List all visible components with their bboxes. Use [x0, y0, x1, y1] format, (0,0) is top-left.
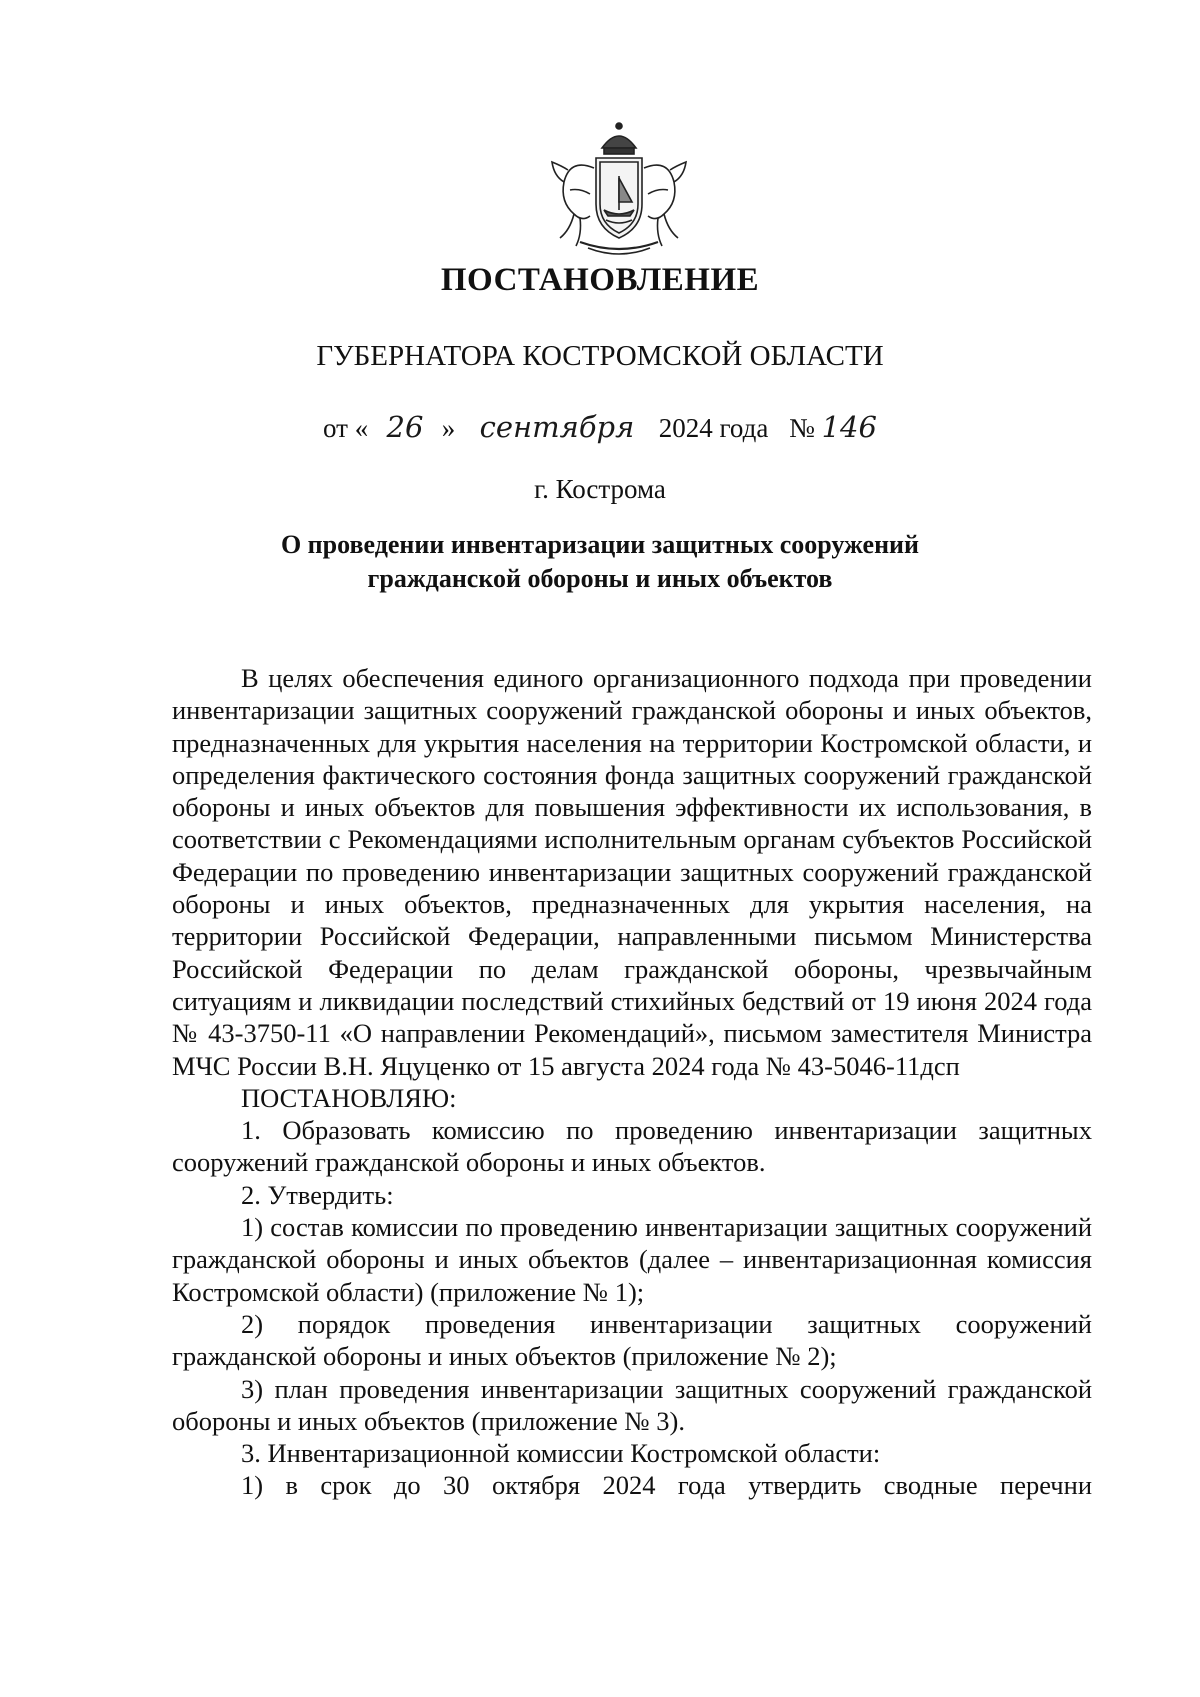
paragraph-item-3-1: 1) в срок до 30 октября 2024 года утвердить сводные перечни: [241, 1470, 1092, 1501]
paragraph-item-2-1: 1) состав комиссии по проведению инвентаризации защитных сооружений гражданской обороны и иных объектов (далее – инвентаризационная комиссия Костромской области) (приложение № 1);: [172, 1212, 1092, 1307]
paragraph-item-2-3: 3) план проведения инвентаризации защитных сооружений гражданской обороны и иных объектов (приложение № 3).: [172, 1373, 1092, 1436]
document-city: г. Кострома: [534, 474, 666, 504]
date-day: 26: [386, 410, 424, 444]
date-prefix: от «: [323, 413, 369, 443]
document-title: ПОСТАНОВЛЕНИЕ: [440, 262, 760, 298]
paragraph-resolve: ПОСТАНОВЛЯЮ:: [241, 1082, 457, 1113]
paragraph-item-1: 1. Образовать комиссию по проведению инвентаризации защитных сооружений гражданской обороны и иных объектов.: [172, 1115, 1092, 1178]
paragraph-item-2: 2. Утвердить:: [241, 1179, 394, 1210]
paragraph-item-3: 3. Инвентаризационной комиссии Костромской области:: [241, 1438, 881, 1469]
date-year: 2024 года: [658, 413, 769, 443]
document-issuer: ГУБЕРНАТОРА КОСТРОМСКОЙ ОБЛАСТИ: [316, 340, 884, 372]
paragraph-preamble: В целях обеспечения единого организационного подхода при проведении инвентаризации защитных сооружений гражданской обороны и иных объектов, предназначенных для укрытия населения на территории Костромской области, и определения фактического состояния фонда защитных сооружений гражданской обороны и иных объектов для повышения эффективности их использования, в соответствии с Рекомендациями исполнительным органам субъектов Российской Федерации по проведению инвентаризации защитных сооружений гражданской обороны и иных объектов, предназначенных для укрытия населения, на территории Российской Федерации, направленными письмом Министерства Российской Федерации по делам гражданской обороны, чрезвычайным ситуациям и ликвидации последствий стихийных бедствий от 19 июня 2024 года № 43-3750-11 «О направлении Рекомендаций», письмом заместителя Министра МЧС России В.Н. Яцуценко от 15 августа 2024 года № 43-5046-11дсп: [172, 663, 1092, 1081]
heading-line-1: О проведении инвентаризации защитных сооружений: [280, 530, 920, 559]
document-number: 146: [821, 410, 877, 444]
document-date-line: [0, 410, 1200, 444]
heading-line-2: гражданской обороны и иных объектов: [367, 564, 833, 593]
number-label: №: [789, 413, 815, 443]
document-body: [172, 662, 1092, 1502]
date-mid: »: [441, 413, 456, 443]
document-heading: [0, 528, 1200, 596]
coat-of-arms-icon: [540, 118, 698, 256]
date-month: сентября: [479, 410, 635, 444]
paragraph-item-2-2: 2) порядок проведения инвентаризации защитных сооружений гражданской обороны и иных объектов (приложение № 2);: [172, 1308, 1092, 1372]
